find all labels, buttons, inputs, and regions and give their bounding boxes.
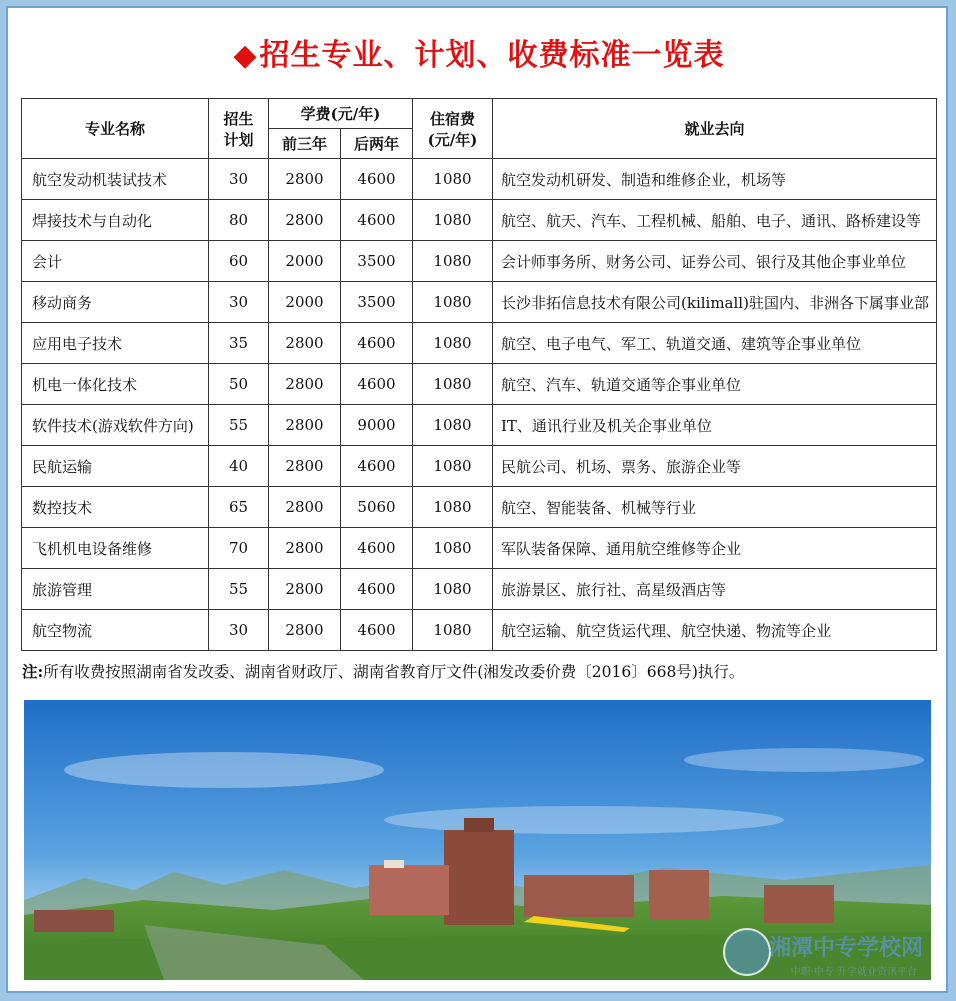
- cell-dorm: 1080: [413, 528, 493, 569]
- cell-last: 4600: [341, 610, 413, 651]
- header-jobs: 就业去向: [493, 99, 937, 159]
- table-row: [22, 200, 937, 241]
- cell-dorm: 1080: [413, 159, 493, 200]
- table-row: [22, 487, 937, 528]
- cell-dorm: 1080: [413, 282, 493, 323]
- cell-plan: 30: [209, 282, 269, 323]
- cell-first: 2800: [269, 528, 341, 569]
- header-tuition-last: 后两年: [341, 129, 413, 159]
- cell-last: 4600: [341, 446, 413, 487]
- cell-major: 机电一体化技术: [22, 364, 209, 405]
- table-row: [22, 282, 937, 323]
- diamond-icon: ◆: [233, 38, 258, 73]
- header-dorm-line2: (元/年): [427, 130, 478, 149]
- watermark-logo-icon: [723, 928, 771, 976]
- cell-major: 数控技术: [22, 487, 209, 528]
- cell-major: 软件技术(游戏软件方向): [22, 405, 209, 446]
- header-plan-line2: 计划: [223, 130, 254, 149]
- cell-dorm: 1080: [413, 405, 493, 446]
- cell-major: 航空发动机装试技术: [22, 159, 209, 200]
- cell-jobs: 民航公司、机场、票务、旅游企业等: [493, 446, 937, 487]
- cell-plan: 70: [209, 528, 269, 569]
- campus-photo: [24, 700, 931, 980]
- cell-dorm: 1080: [413, 446, 493, 487]
- cell-dorm: 1080: [413, 241, 493, 282]
- cell-plan: 55: [209, 569, 269, 610]
- cell-first: 2800: [269, 569, 341, 610]
- cell-major: 应用电子技术: [22, 323, 209, 364]
- cell-jobs: 航空发动机研发、制造和维修企业，机场等: [493, 159, 937, 200]
- cell-major: 民航运输: [22, 446, 209, 487]
- header-tuition: 学费(元/年): [269, 99, 413, 129]
- cell-last: 3500: [341, 282, 413, 323]
- footnote: [22, 660, 744, 682]
- cell-jobs: 旅游景区、旅行社、高星级酒店等: [493, 569, 937, 610]
- cell-jobs: 航空运输、航空货运代理、航空快递、物流等企业: [493, 610, 937, 651]
- header-dorm-line1: 住宿费: [429, 109, 475, 128]
- cell-jobs: 航空、航天、汽车、工程机械、船舶、电子、通讯、路桥建设等: [493, 200, 937, 241]
- cell-major: 飞机机电设备维修: [22, 528, 209, 569]
- cell-plan: 65: [209, 487, 269, 528]
- cell-first: 2000: [269, 282, 341, 323]
- cell-jobs: 航空、汽车、轨道交通等企事业单位: [493, 364, 937, 405]
- table-row: [22, 405, 937, 446]
- fee-table: [21, 98, 937, 651]
- cell-dorm: 1080: [413, 569, 493, 610]
- header-dorm: [413, 99, 493, 159]
- cell-plan: 60: [209, 241, 269, 282]
- cell-last: 4600: [341, 323, 413, 364]
- cell-plan: 35: [209, 323, 269, 364]
- cell-last: 4600: [341, 159, 413, 200]
- cell-dorm: 1080: [413, 200, 493, 241]
- cell-first: 2800: [269, 446, 341, 487]
- cell-major: 焊接技术与自动化: [22, 200, 209, 241]
- cell-plan: 80: [209, 200, 269, 241]
- cell-major: 会计: [22, 241, 209, 282]
- cell-first: 2800: [269, 405, 341, 446]
- cell-dorm: 1080: [413, 323, 493, 364]
- cell-jobs: IT、通讯行业及机关企事业单位: [493, 405, 937, 446]
- cell-major: 航空物流: [22, 610, 209, 651]
- cell-plan: 30: [209, 610, 269, 651]
- cell-plan: 30: [209, 159, 269, 200]
- table-row: [22, 159, 937, 200]
- page-title: [8, 30, 950, 74]
- cell-first: 2800: [269, 364, 341, 405]
- cell-first: 2000: [269, 241, 341, 282]
- footnote-text: 所有收费按照湖南省发改委、湖南省财政厅、湖南省教育厅文件(湘发改委价费〔2016〕668号)执行。: [43, 663, 745, 681]
- cell-first: 2800: [269, 487, 341, 528]
- cell-first: 2800: [269, 610, 341, 651]
- footnote-label: 注:: [22, 662, 44, 681]
- title-text: 招生专业、计划、收费标准一览表: [259, 38, 725, 73]
- table-row: [22, 528, 937, 569]
- cell-last: 3500: [341, 241, 413, 282]
- cell-first: 2800: [269, 159, 341, 200]
- cell-jobs: 航空、电子电气、军工、轨道交通、建筑等企事业单位: [493, 323, 937, 364]
- header-plan-line1: 招生: [223, 109, 254, 128]
- page-frame: [6, 6, 948, 993]
- cell-plan: 55: [209, 405, 269, 446]
- table-row: [22, 610, 937, 651]
- cell-major: 旅游管理: [22, 569, 209, 610]
- cell-first: 2800: [269, 200, 341, 241]
- cell-last: 4600: [341, 528, 413, 569]
- watermark-text: 湘潭中专学校网: [768, 936, 923, 961]
- cell-dorm: 1080: [413, 610, 493, 651]
- header-tuition-first: 前三年: [269, 129, 341, 159]
- header-plan: [209, 99, 269, 159]
- watermark-subtext: 中职·中专 升学就业资讯平台: [790, 967, 917, 978]
- cell-jobs: 会计师事务所、财务公司、证券公司、银行及其他企事业单位: [493, 241, 937, 282]
- table-row: [22, 569, 937, 610]
- cell-major: 移动商务: [22, 282, 209, 323]
- cell-plan: 50: [209, 364, 269, 405]
- cell-last: 5060: [341, 487, 413, 528]
- cell-dorm: 1080: [413, 487, 493, 528]
- table-row: [22, 323, 937, 364]
- cell-dorm: 1080: [413, 364, 493, 405]
- cell-last: 4600: [341, 200, 413, 241]
- table-row: [22, 241, 937, 282]
- header-major: 专业名称: [22, 99, 209, 159]
- cell-first: 2800: [269, 323, 341, 364]
- cell-jobs: 军队装备保障、通用航空维修等企业: [493, 528, 937, 569]
- cell-last: 9000: [341, 405, 413, 446]
- cell-last: 4600: [341, 569, 413, 610]
- table-row: [22, 364, 937, 405]
- cell-last: 4600: [341, 364, 413, 405]
- cell-plan: 40: [209, 446, 269, 487]
- table-row: [22, 446, 937, 487]
- cell-jobs: 航空、智能装备、机械等行业: [493, 487, 937, 528]
- cell-jobs: 长沙非拓信息技术有限公司(kilimall)驻国内、非洲各下属事业部: [493, 282, 937, 323]
